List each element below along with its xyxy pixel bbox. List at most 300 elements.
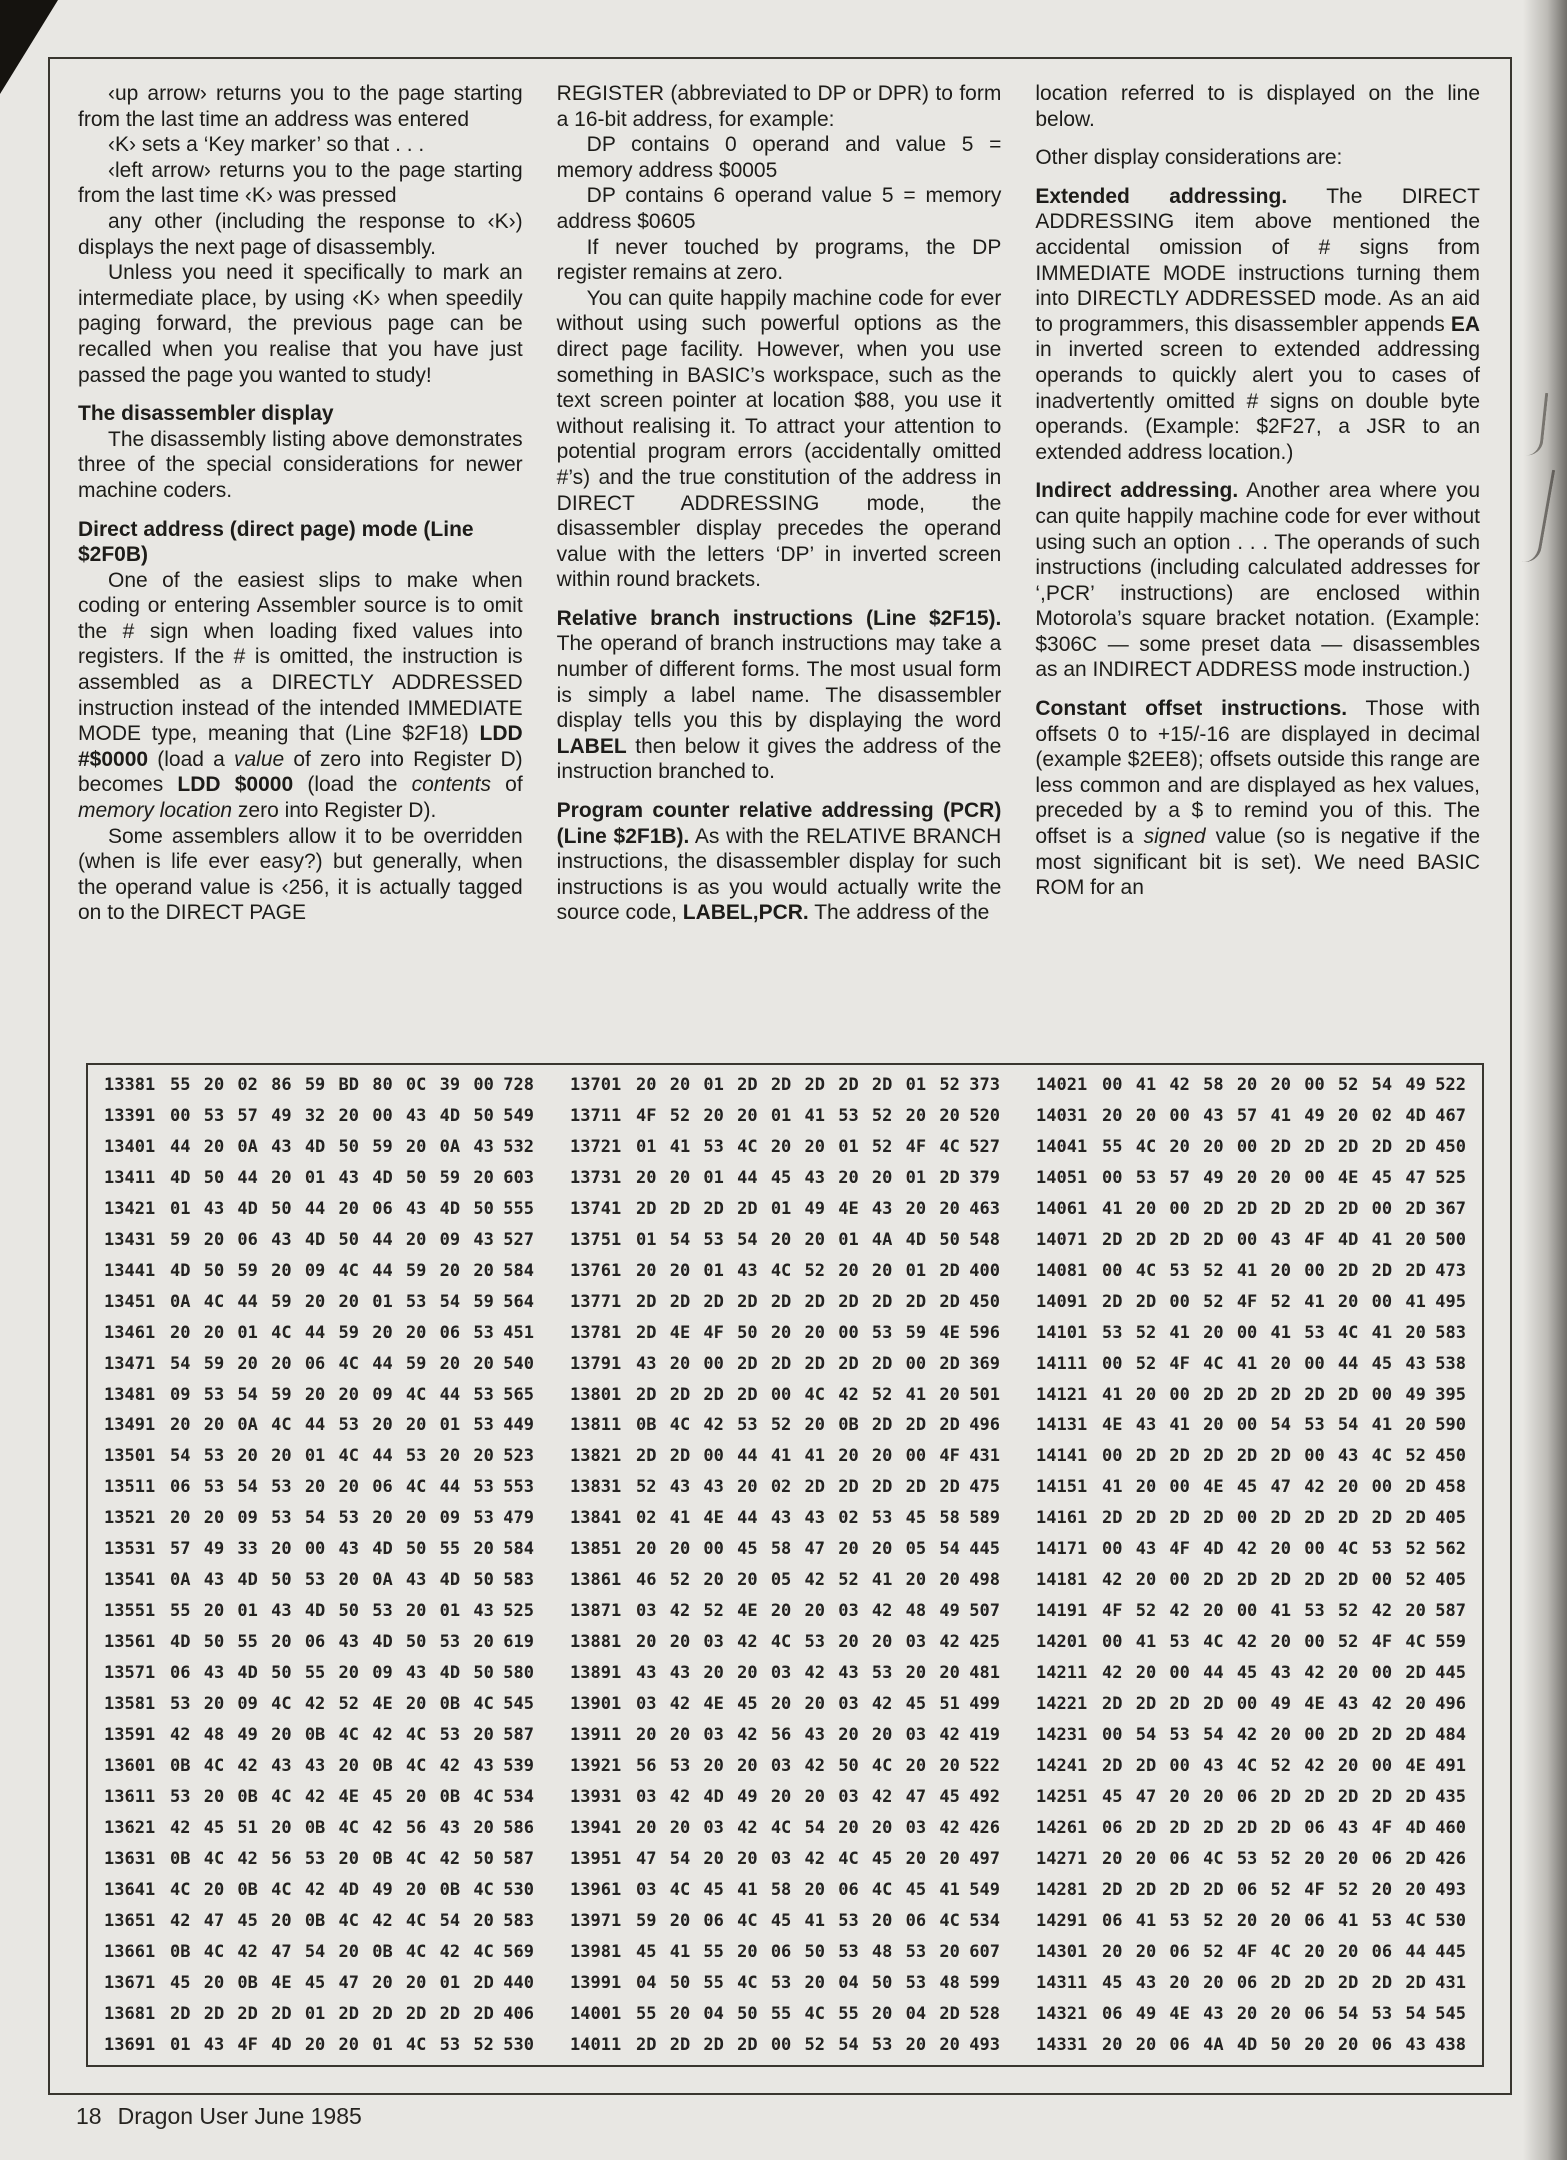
- listing-row: [1036, 1106, 1466, 1126]
- byte-values: 20 20 00 45 58 47 20 20 05 54: [636, 1539, 960, 1560]
- checksum: 522: [1435, 1075, 1466, 1095]
- listing-row: [1036, 1446, 1466, 1466]
- listing-row: [104, 1477, 534, 1497]
- line-number: 14021: [1036, 1075, 1088, 1095]
- line-number: 13701: [570, 1075, 622, 1095]
- listing-row: [1036, 1663, 1466, 1683]
- listing-row: [104, 2035, 534, 2055]
- checksum: 530: [1435, 1910, 1466, 1931]
- byte-values: 00 54 53 54 42 20 00 2D 2D 2D: [1102, 1725, 1426, 1746]
- listing-row: [104, 1415, 534, 1435]
- byte-values: 4F 52 20 20 01 41 53 52 20 20: [636, 1105, 960, 1126]
- listing-row: [104, 1663, 534, 1683]
- listing-row: [1036, 1973, 1466, 1993]
- byte-values: 00 52 4F 4C 41 20 00 44 45 43: [1102, 1353, 1426, 1374]
- checksum: 492: [969, 1786, 1000, 1807]
- line-number: 13491: [104, 1415, 156, 1436]
- checksum: 580: [503, 1663, 534, 1684]
- line-number: 13971: [570, 1910, 622, 1931]
- line-number: 14131: [1036, 1415, 1088, 1436]
- listing-row: [104, 1261, 534, 1281]
- byte-values: 01 43 4D 50 44 20 06 43 4D 50: [170, 1198, 494, 1219]
- line-number: 13811: [570, 1415, 622, 1436]
- listing-row: [104, 1818, 534, 1838]
- byte-values: 20 20 09 53 54 53 20 20 09 53: [170, 1508, 494, 1529]
- checksum: 548: [969, 1229, 1000, 1250]
- listing-row: [570, 1415, 1000, 1435]
- byte-values: 52 43 43 20 02 2D 2D 2D 2D 2D: [636, 1477, 960, 1498]
- checksum: 458: [1435, 1477, 1466, 1498]
- checksum: 728: [503, 1075, 534, 1095]
- article-paragraph: DP contains 0 operand and value 5 = memory address $0005: [556, 133, 1002, 182]
- line-number: 14251: [1036, 1786, 1088, 1807]
- listing-row: [1036, 1292, 1466, 1312]
- line-number: 13841: [570, 1508, 622, 1529]
- line-number: 13961: [570, 1879, 622, 1900]
- listing-row: [1036, 1075, 1466, 1095]
- article-paragraph: Extended addressing. The DIRECT ADDRESSING item above mentioned the accidental omission of # signs from IMMEDIATE MODE instructions turning them into DIRECTLY ADDRESSED mode. As an aid to programmers, this disassembler appends EA in inverted screen to extended addressing operands to quickly alert you to cases of inadvertently omitted # signs on double byte operands. (Example: $2F27, a JSR to an extended address location.): [1035, 184, 1480, 464]
- line-number: 13601: [104, 1755, 156, 1776]
- listing-row: [570, 1911, 1000, 1931]
- checksum: 484: [1435, 1725, 1466, 1746]
- checksum: 530: [503, 1879, 534, 1900]
- checksum: 405: [1435, 1570, 1466, 1591]
- byte-values: 06 53 54 53 20 20 06 4C 44 53: [170, 1477, 494, 1498]
- line-number: 14271: [1036, 1848, 1088, 1869]
- byte-values: 4D 50 44 20 01 43 4D 50 59 20: [170, 1167, 494, 1188]
- page-number: 18: [76, 2103, 102, 2129]
- listing-row: [570, 1261, 1000, 1281]
- checksum: 400: [969, 1260, 1000, 1281]
- checksum: 523: [503, 1446, 534, 1467]
- byte-values: 01 41 53 4C 20 20 01 52 4F 4C: [636, 1136, 960, 1157]
- checksum: 460: [1435, 1817, 1466, 1838]
- line-number: 13691: [104, 2034, 156, 2055]
- listing-row: [570, 1137, 1000, 1157]
- listing-row: [570, 1508, 1000, 1528]
- listing-row: [104, 1632, 534, 1652]
- byte-values: 4D 50 59 20 09 4C 44 59 20 20: [170, 1260, 494, 1281]
- checksum: 431: [969, 1446, 1000, 1467]
- byte-values: 0B 4C 42 53 52 20 0B 2D 2D 2D: [636, 1415, 960, 1436]
- checksum: 498: [969, 1570, 1000, 1591]
- checksum: 475: [969, 1477, 1000, 1498]
- byte-values: 0B 4C 42 43 43 20 0B 4C 42 43: [170, 1755, 494, 1776]
- byte-values: 0A 43 4D 50 53 20 0A 43 4D 50: [170, 1570, 494, 1591]
- article-paragraph: Relative branch instructions (Line $2F15). The operand of branch instructions may take a number of different forms. The most usual form is simply a label name. The disassembler display tells you this by displaying the word LABEL then below it gives the address of the instruction branched to.: [556, 606, 1002, 784]
- article-heading: The disassembler display: [78, 402, 334, 426]
- byte-values: 03 42 52 4E 20 20 03 42 48 49: [636, 1601, 960, 1622]
- line-number: 13771: [570, 1291, 622, 1312]
- checksum: 564: [503, 1291, 534, 1312]
- line-number: 13881: [570, 1632, 622, 1653]
- line-number: 14321: [1036, 2003, 1088, 2024]
- line-number: 13551: [104, 1601, 156, 1622]
- listing-row: [104, 1880, 534, 1900]
- byte-values: 59 20 06 4C 45 41 53 20 06 4C: [636, 1910, 960, 1931]
- line-number: 13941: [570, 1817, 622, 1838]
- listing-row: [570, 1539, 1000, 1559]
- line-number: 13761: [570, 1260, 622, 1281]
- line-number: 14221: [1036, 1694, 1088, 1715]
- listing-row: [570, 2004, 1000, 2024]
- listing-row: [1036, 1601, 1466, 1621]
- listing-row: [1036, 1911, 1466, 1931]
- checksum: 440: [503, 1972, 534, 1993]
- checksum: 545: [503, 1694, 534, 1715]
- byte-values: 2D 2D 2D 2D 01 49 4E 43 20 20: [636, 1198, 960, 1219]
- byte-values: 53 20 0B 4C 42 4E 45 20 0B 4C: [170, 1786, 494, 1807]
- byte-values: 00 43 4F 4D 42 20 00 4C 53 52: [1102, 1539, 1426, 1560]
- byte-values: 04 50 55 4C 53 20 04 50 53 48: [636, 1972, 960, 1993]
- line-number: 13661: [104, 1941, 156, 1962]
- byte-values: 06 2D 2D 2D 2D 2D 06 43 4F 4D: [1102, 1817, 1426, 1838]
- byte-values: 55 20 04 50 55 4C 55 20 04 2D: [636, 2003, 960, 2024]
- listing-row: [104, 1849, 534, 1869]
- byte-values: 20 20 01 44 45 43 20 20 01 2D: [636, 1167, 960, 1188]
- article-paragraph: You can quite happily machine code for ever without using such powerful options as the direct page facility. However, when you use something in BASIC’s workspace, such as the text screen pointer at location $88, you use it without realising it. To attract your attention to potential program errors (accidentally omitted #’s) and the true constitution of the address in DIRECT ADDRESSING mode, the disassembler display precedes the operand value with the letters ‘DP’ in inverted screen within round brackets.: [556, 286, 1002, 592]
- checksum: 539: [503, 1755, 534, 1776]
- line-number: 13531: [104, 1539, 156, 1560]
- listing-row: [570, 1106, 1000, 1126]
- line-number: 13611: [104, 1786, 156, 1807]
- listing-row: [1036, 1137, 1466, 1157]
- byte-values: 42 20 00 44 45 43 42 20 00 2D: [1102, 1663, 1426, 1684]
- byte-values: 06 41 53 52 20 20 06 41 53 4C: [1102, 1910, 1426, 1931]
- listing-row: [1036, 2004, 1466, 2024]
- byte-values: 20 20 01 4C 44 59 20 20 06 53: [170, 1322, 494, 1343]
- line-number: 13481: [104, 1384, 156, 1405]
- byte-values: 06 43 4D 50 55 20 09 43 4D 50: [170, 1663, 494, 1684]
- listing-row: [1036, 1818, 1466, 1838]
- listing-row: [1036, 1725, 1466, 1745]
- listing-row: [1036, 1849, 1466, 1869]
- listing-row: [104, 1756, 534, 1776]
- page-footer: [76, 2103, 362, 2130]
- checksum: 367: [1435, 1198, 1466, 1219]
- checksum: 500: [1435, 1229, 1466, 1250]
- listing-row: [570, 1168, 1000, 1188]
- checksum: 431: [1435, 1972, 1466, 1993]
- listing-row: [570, 1849, 1000, 1869]
- byte-values: 45 43 20 20 06 2D 2D 2D 2D 2D: [1102, 1972, 1426, 1993]
- listing-row: [1036, 2035, 1466, 2055]
- checksum: 450: [1435, 1136, 1466, 1157]
- listing-row: [104, 1354, 534, 1374]
- checksum: 587: [503, 1848, 534, 1869]
- checksum: 534: [969, 1910, 1000, 1931]
- listing-row: [570, 2035, 1000, 2055]
- line-number: 14191: [1036, 1601, 1088, 1622]
- byte-values: 00 4C 53 52 41 20 00 2D 2D 2D: [1102, 1260, 1426, 1281]
- checksum: 534: [503, 1786, 534, 1807]
- checksum: 501: [969, 1384, 1000, 1405]
- article-columns: [78, 81, 1480, 1069]
- line-number: 14061: [1036, 1198, 1088, 1219]
- checksum: 525: [503, 1601, 534, 1622]
- listing-row: [570, 1292, 1000, 1312]
- checksum: 589: [969, 1508, 1000, 1529]
- checksum: 450: [1435, 1446, 1466, 1467]
- checksum: 496: [969, 1415, 1000, 1436]
- article-paragraph: DP contains 6 operand value 5 = memory address $0605: [556, 184, 1002, 233]
- listing-row: [104, 1168, 534, 1188]
- article-column-2: [557, 81, 1002, 1069]
- checksum: 481: [969, 1663, 1000, 1684]
- line-number: 13801: [570, 1384, 622, 1405]
- line-number: 13781: [570, 1322, 622, 1343]
- line-number: 14291: [1036, 1910, 1088, 1931]
- byte-values: 2D 2D 00 43 4C 52 42 20 00 4E: [1102, 1755, 1426, 1776]
- listing-row: [570, 1818, 1000, 1838]
- listing-row: [1036, 1880, 1466, 1900]
- checksum: 499: [969, 1694, 1000, 1715]
- checksum: 449: [503, 1415, 534, 1436]
- line-number: 14261: [1036, 1817, 1088, 1838]
- byte-values: 03 4C 45 41 58 20 06 4C 45 41: [636, 1879, 960, 1900]
- checksum: 569: [503, 1941, 534, 1962]
- line-number: 13461: [104, 1322, 156, 1343]
- byte-values: 4F 52 42 20 00 41 53 52 42 20: [1102, 1601, 1426, 1622]
- listing-row: [104, 1973, 534, 1993]
- checksum: 583: [1435, 1322, 1466, 1343]
- article-paragraph: One of the easiest slips to make when coding or entering Assembler source is to omit the # sign when loading fixed values into registers. If the # is omitted, the instruction is assembled as a DIRECTLY ADDRESSED instruction instead of the intended IMMEDIATE MODE type, meaning that (Line $2F18) LDD #$0000 (load a value of zero into Register D) becomes LDD $0000 (load the contents of memory location zero into Register D).: [78, 568, 523, 823]
- line-number: 13951: [570, 1848, 622, 1869]
- listing-row: [104, 1230, 534, 1250]
- listing-row: [1036, 1508, 1466, 1528]
- listing-row: [104, 1725, 534, 1745]
- article-paragraph: ‹left arrow› returns you to the page starting from the last time ‹K› was pressed: [78, 158, 523, 208]
- byte-values: 20 20 01 2D 2D 2D 2D 2D 01 52: [636, 1075, 960, 1095]
- listing-row: [1036, 1385, 1466, 1405]
- listing-row: [1036, 1477, 1466, 1497]
- byte-values: 2D 2D 2D 2D 00 43 4F 4D 41 20: [1102, 1229, 1426, 1250]
- byte-values: 42 45 51 20 0B 4C 42 56 43 20: [170, 1817, 494, 1838]
- checksum: 525: [1435, 1167, 1466, 1188]
- listing-row: [1036, 1632, 1466, 1652]
- line-number: 14111: [1036, 1353, 1088, 1374]
- listing-row: [570, 1942, 1000, 1962]
- listing-row: [104, 2004, 534, 2024]
- checksum: 379: [969, 1167, 1000, 1188]
- article-paragraph: The disassembly listing above demonstrates three of the special considerations for newer machine coders.: [78, 427, 523, 502]
- checksum: 584: [503, 1260, 534, 1281]
- byte-values: 06 49 4E 43 20 20 06 54 53 54: [1102, 2003, 1426, 2024]
- checksum: 406: [503, 2003, 534, 2024]
- listing-row: [570, 1601, 1000, 1621]
- article-paragraph: Some assemblers allow it to be overridden (when is life ever easy?) but generally, when the operand value is ‹256, it is actually tagged on to the DIRECT PAGE: [78, 824, 523, 925]
- checksum: 583: [503, 1570, 534, 1591]
- article-column-3: [1035, 81, 1480, 1069]
- line-number: 14051: [1036, 1167, 1088, 1188]
- checksum: 479: [503, 1508, 534, 1529]
- listing-row: [104, 1787, 534, 1807]
- byte-values: 20 20 06 52 4F 4C 20 20 06 44: [1102, 1941, 1426, 1962]
- line-number: 13921: [570, 1755, 622, 1776]
- line-number: 13741: [570, 1198, 622, 1219]
- line-number: 13831: [570, 1477, 622, 1498]
- checksum: 425: [969, 1632, 1000, 1653]
- byte-values: 20 20 0A 4C 44 53 20 20 01 53: [170, 1415, 494, 1436]
- article-paragraph: Indirect addressing. Another area where you can quite happily machine code for ever without using such an option . . . The operands of such instructions (including calculated addresses for ‘,PCR’ instructions) are enclosed within Motorola’s square bracket notation. (Example: $306C — some preset data — disassembles as an INDIRECT ADDRESS mode instruction.): [1035, 479, 1480, 682]
- checksum: 596: [969, 1322, 1000, 1343]
- listing-row: [570, 1230, 1000, 1250]
- line-number: 14101: [1036, 1322, 1088, 1343]
- listing-row: [570, 1756, 1000, 1776]
- checksum: 445: [1435, 1663, 1466, 1684]
- line-number: 13871: [570, 1601, 622, 1622]
- checksum: 507: [969, 1601, 1000, 1622]
- listing-column-2: [570, 1075, 1000, 2055]
- run-in-heading: Program counter relative addressing (PCR) (Line $2F1B).: [556, 799, 1002, 848]
- run-in-heading: Indirect addressing.: [1035, 479, 1239, 503]
- line-number: 13501: [104, 1446, 156, 1467]
- listing-row: [104, 1385, 534, 1405]
- byte-values: 59 20 06 43 4D 50 44 20 09 43: [170, 1229, 494, 1250]
- line-number: 14001: [570, 2003, 622, 2024]
- listing-row: [570, 1973, 1000, 1993]
- byte-values: 43 20 00 2D 2D 2D 2D 2D 00 2D: [636, 1353, 960, 1374]
- byte-values: 4E 43 41 20 00 54 53 54 41 20: [1102, 1415, 1426, 1436]
- article-paragraph: If never touched by programs, the DP register remains at zero.: [556, 235, 1002, 285]
- article-paragraph: Program counter relative addressing (PCR) (Line $2F1B). As with the RELATIVE BRANCH instructions, the disassembler display for such instructions is as you would actually write the source code, LABEL,PCR. The address of the: [556, 799, 1002, 925]
- byte-values: 20 20 03 42 4C 54 20 20 03 42: [636, 1817, 960, 1838]
- byte-values: 2D 2D 2D 2D 00 2D 2D 2D 2D 2D: [1102, 1508, 1426, 1529]
- line-number: 13651: [104, 1910, 156, 1931]
- byte-values: 00 2D 2D 2D 2D 2D 00 43 4C 52: [1102, 1446, 1426, 1467]
- listing-row: [104, 1075, 534, 1095]
- checksum: 619: [503, 1632, 534, 1653]
- line-number: 13471: [104, 1353, 156, 1374]
- listing-row: [570, 1323, 1000, 1343]
- byte-values: 41 20 00 2D 2D 2D 2D 2D 00 2D: [1102, 1198, 1426, 1219]
- byte-values: 45 20 0B 4E 45 47 20 20 01 2D: [170, 1972, 494, 1993]
- byte-values: 20 20 06 4C 53 52 20 20 06 2D: [1102, 1848, 1426, 1869]
- line-number: 13521: [104, 1508, 156, 1529]
- listing-row: [104, 1694, 534, 1714]
- run-in-heading: Constant offset instructions.: [1035, 697, 1348, 721]
- checksum: 540: [503, 1353, 534, 1374]
- byte-values: 00 41 53 4C 42 20 00 52 4F 4C: [1102, 1632, 1426, 1653]
- byte-values: 01 43 4F 4D 20 20 01 4C 53 52: [170, 2034, 494, 2055]
- page-edge-shadow: [1523, 0, 1567, 2160]
- byte-values: 42 47 45 20 0B 4C 42 4C 54 20: [170, 1910, 494, 1931]
- hex-listing: [104, 1075, 1466, 2055]
- listing-row: [1036, 1415, 1466, 1435]
- byte-values: 45 41 55 20 06 50 53 48 53 20: [636, 1941, 960, 1962]
- checksum: 438: [1435, 2034, 1466, 2055]
- byte-values: 03 42 4D 49 20 20 03 42 47 45: [636, 1786, 960, 1807]
- checksum: 495: [1435, 1291, 1466, 1312]
- checksum: 497: [969, 1848, 1000, 1869]
- listing-row: [1036, 1756, 1466, 1776]
- checksum: 587: [503, 1725, 534, 1746]
- checksum: 545: [1435, 2003, 1466, 2024]
- line-number: 13561: [104, 1632, 156, 1653]
- byte-values: 0A 4C 44 59 20 20 01 53 54 59: [170, 1291, 494, 1312]
- listing-row: [570, 1199, 1000, 1219]
- checksum: 435: [1435, 1786, 1466, 1807]
- byte-values: 4D 50 55 20 06 43 4D 50 53 20: [170, 1632, 494, 1653]
- byte-values: 0B 4C 42 56 53 20 0B 4C 42 50: [170, 1848, 494, 1869]
- line-number: 13621: [104, 1817, 156, 1838]
- listing-column-3: [1036, 1075, 1466, 2055]
- checksum: 562: [1435, 1539, 1466, 1560]
- listing-row: [104, 1942, 534, 1962]
- checksum: 520: [969, 1105, 1000, 1126]
- article-paragraph: REGISTER (abbreviated to DP or DPR) to form a 16-bit address, for example:: [556, 82, 1002, 131]
- checksum: 450: [969, 1291, 1000, 1312]
- listing-row: [1036, 1168, 1466, 1188]
- checksum: 530: [503, 2034, 534, 2055]
- listing-row: [1036, 1199, 1466, 1219]
- line-number: 14161: [1036, 1508, 1088, 1529]
- byte-values: 09 53 54 59 20 20 09 4C 44 53: [170, 1384, 494, 1405]
- byte-values: 00 53 57 49 32 20 00 43 4D 50: [170, 1105, 494, 1126]
- line-number: 13861: [570, 1570, 622, 1591]
- listing-row: [104, 1601, 534, 1621]
- byte-values: 2D 2D 2D 2D 2D 2D 2D 2D 2D 2D: [636, 1291, 960, 1312]
- article-paragraph: location referred to is displayed on the line below.: [1035, 82, 1480, 131]
- checksum: 467: [1435, 1105, 1466, 1126]
- line-number: 13821: [570, 1446, 622, 1467]
- line-number: 14241: [1036, 1755, 1088, 1776]
- byte-values: 20 20 00 43 57 41 49 20 02 4D: [1102, 1105, 1426, 1126]
- line-number: 13631: [104, 1848, 156, 1869]
- line-number: 13421: [104, 1198, 156, 1219]
- line-number: 14091: [1036, 1291, 1088, 1312]
- article-column-1: [78, 81, 523, 1069]
- line-number: 14121: [1036, 1384, 1088, 1405]
- line-number: 13711: [570, 1105, 622, 1126]
- checksum: 527: [503, 1229, 534, 1250]
- byte-values: 20 20 03 42 4C 53 20 20 03 42: [636, 1632, 960, 1653]
- checksum: 369: [969, 1353, 1000, 1374]
- line-number: 14151: [1036, 1477, 1088, 1498]
- checksum: 463: [969, 1198, 1000, 1219]
- byte-values: 41 20 00 4E 45 47 42 20 00 2D: [1102, 1477, 1426, 1498]
- listing-row: [1036, 1230, 1466, 1250]
- line-number: 13721: [570, 1136, 622, 1157]
- byte-values: 45 47 20 20 06 2D 2D 2D 2D 2D: [1102, 1786, 1426, 1807]
- article-paragraph: Unless you need it specifically to mark an intermediate place, by using ‹K› when speedily paging forward, the previous page can be recalled when you realise that you have just passed the page you wanted to study!: [78, 261, 523, 387]
- listing-row: [570, 1570, 1000, 1590]
- checksum: 419: [969, 1725, 1000, 1746]
- listing-row: [104, 1137, 534, 1157]
- byte-values: 2D 2D 00 52 4F 52 41 20 00 41: [1102, 1291, 1426, 1312]
- byte-values: 02 41 4E 44 43 43 02 53 45 58: [636, 1508, 960, 1529]
- byte-values: 43 43 20 20 03 42 43 53 20 20: [636, 1663, 960, 1684]
- listing-row: [570, 1075, 1000, 1095]
- line-number: 13901: [570, 1694, 622, 1715]
- byte-values: 44 20 0A 43 4D 50 59 20 0A 43: [170, 1136, 494, 1157]
- run-in-heading: Extended addressing.: [1035, 184, 1288, 208]
- byte-values: 42 20 00 2D 2D 2D 2D 2D 00 52: [1102, 1570, 1426, 1591]
- byte-values: 42 48 49 20 0B 4C 42 4C 53 20: [170, 1725, 494, 1746]
- checksum: 405: [1435, 1508, 1466, 1529]
- byte-values: 54 53 20 20 01 4C 44 53 20 20: [170, 1446, 494, 1467]
- byte-values: 0B 4C 42 47 54 20 0B 4C 42 4C: [170, 1941, 494, 1962]
- checksum: 528: [969, 2003, 1000, 2024]
- line-number: 14071: [1036, 1229, 1088, 1250]
- listing-row: [104, 1292, 534, 1312]
- checksum: 473: [1435, 1260, 1466, 1281]
- line-number: 13381: [104, 1075, 156, 1095]
- line-number: 13991: [570, 1972, 622, 1993]
- checksum: 532: [503, 1136, 534, 1157]
- listing-row: [104, 1199, 534, 1219]
- line-number: 13911: [570, 1725, 622, 1746]
